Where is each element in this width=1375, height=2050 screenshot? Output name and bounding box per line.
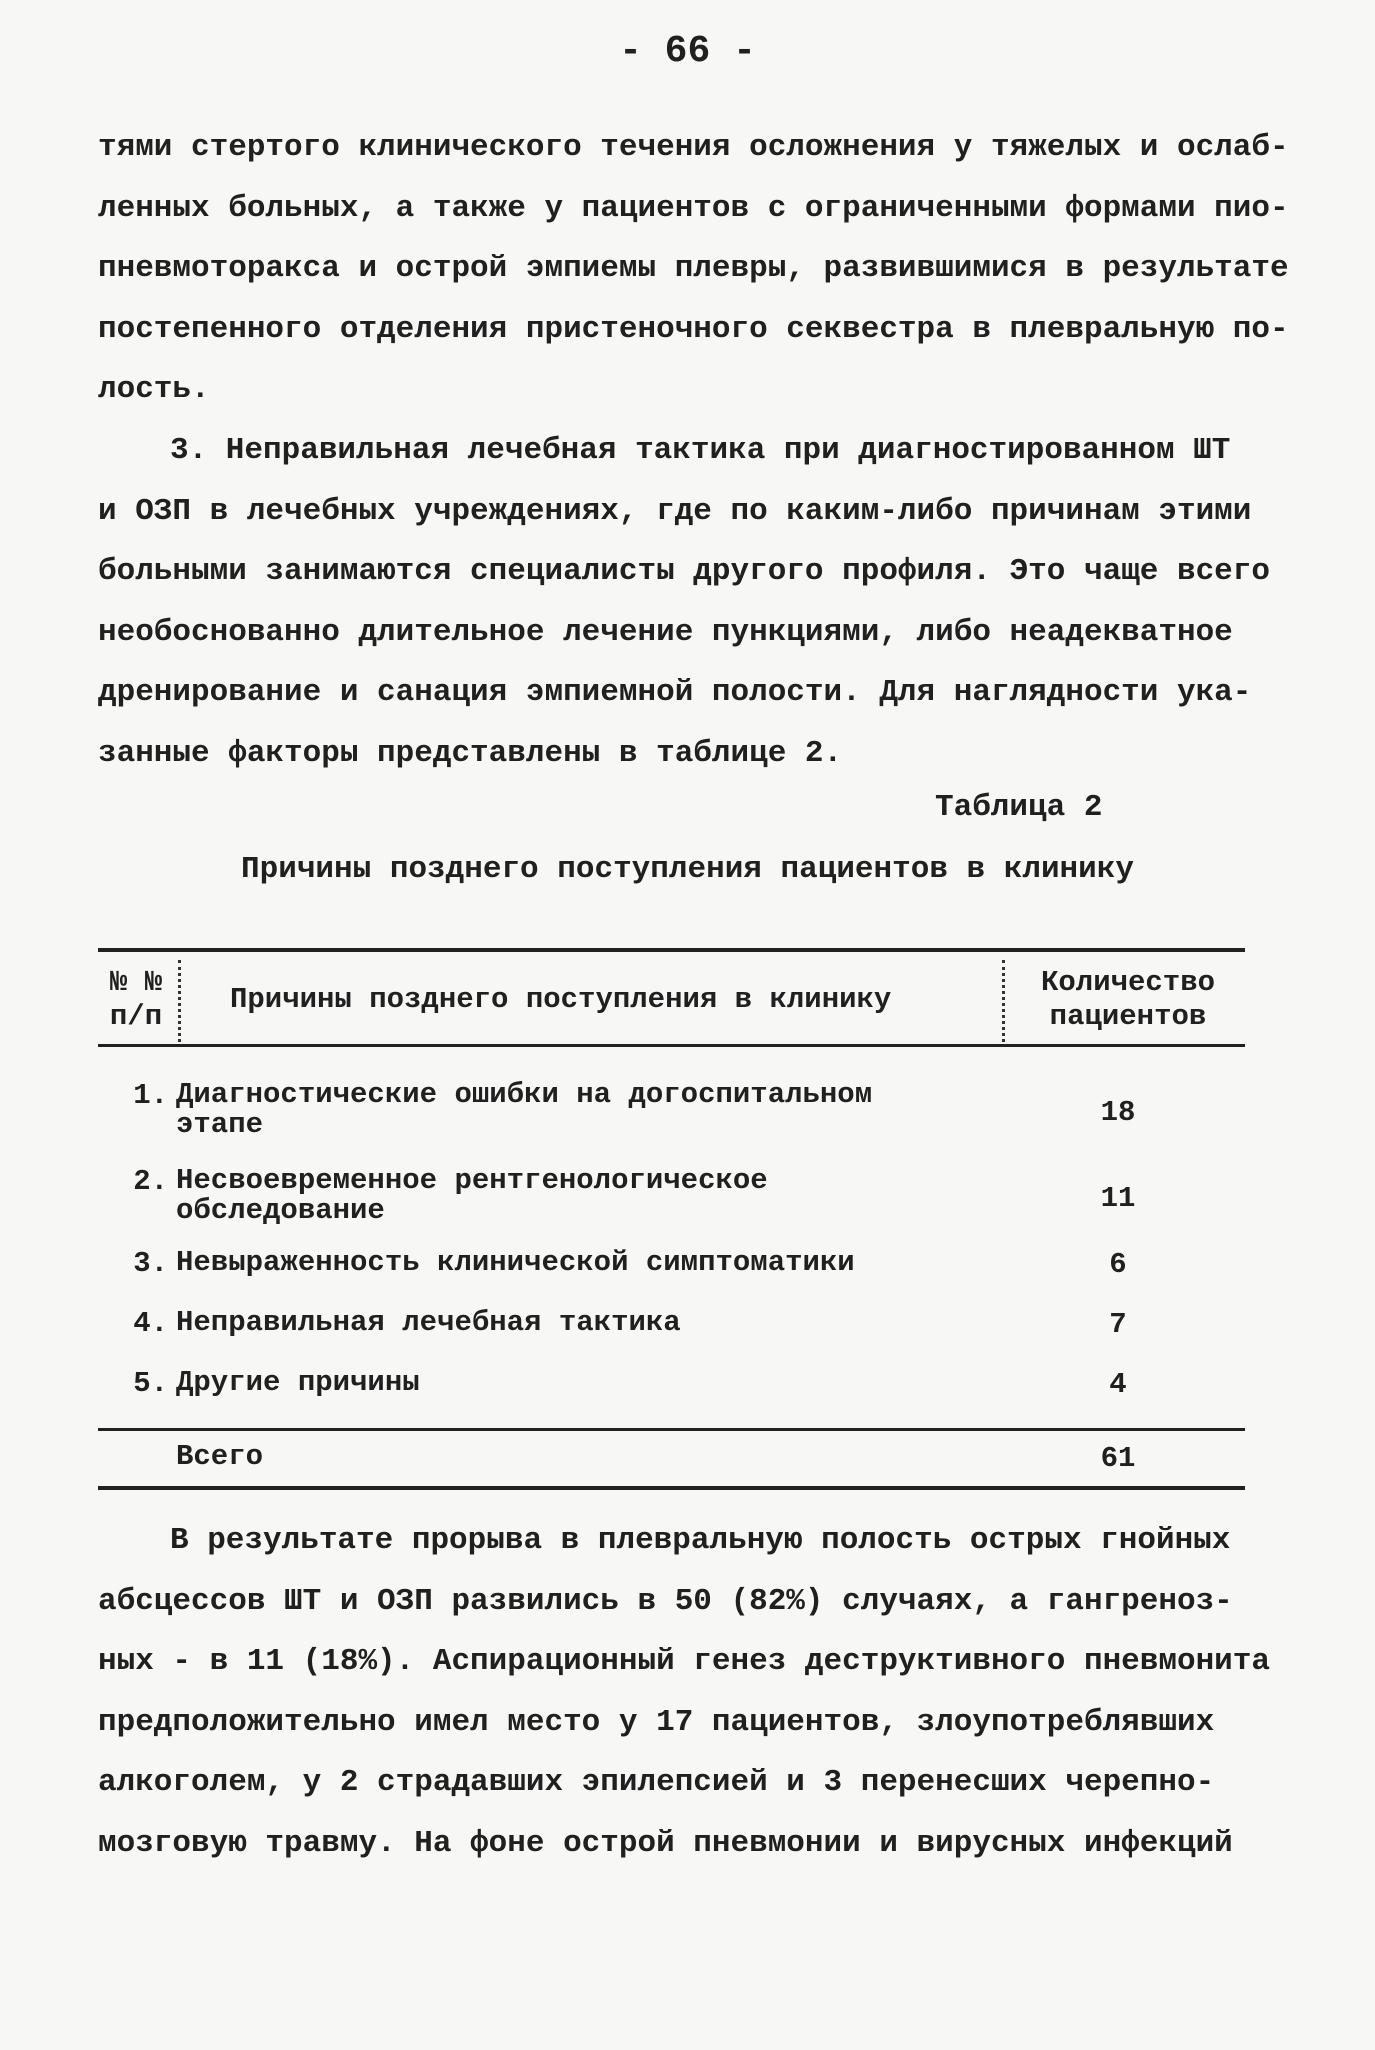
text-line: 3. Неправильная лечебная тактика при диагностированном ШТ: [170, 433, 1231, 468]
row-number: 3.: [133, 1247, 168, 1280]
row-count: 18: [1100, 1096, 1136, 1129]
row-number: 2.: [133, 1165, 168, 1198]
text-line: мозговую травму. На фоне острой пневмонии и вирусных инфекций: [98, 1825, 1233, 1861]
text-line: и ОЗП в лечебных учреждениях, где по каким-либо причинам этими: [98, 493, 1252, 529]
row-reason: [176, 1080, 896, 1140]
row-reason-line2: этапе: [176, 1108, 264, 1141]
table-row: [98, 1248, 1245, 1288]
row-reason: Невыраженность клинической симптоматики: [176, 1246, 855, 1279]
header-count-line1: Количество: [1040, 966, 1216, 999]
text-line: пневмоторакса и острой эмпиемы плевры, развившимися в результате: [98, 251, 1289, 287]
total-label: Всего: [176, 1440, 264, 1473]
row-reason: Другие причины: [176, 1366, 420, 1399]
header-num-line2: п/п: [109, 1000, 163, 1033]
table-bottom-rule: [98, 1486, 1245, 1490]
header-num-line1: № №: [109, 966, 163, 999]
text-line: лость.: [98, 372, 210, 408]
row-count: 7: [1109, 1308, 1127, 1341]
row-count: 6: [1109, 1248, 1127, 1281]
row-count: 4: [1109, 1368, 1127, 1401]
table-title: Причины позднего поступления пациентов в клинику: [241, 852, 1134, 887]
paragraph-3: [98, 1511, 1278, 1875]
row-reason: [176, 1166, 896, 1226]
table-top-rule: [98, 948, 1245, 952]
header-separator: [1002, 960, 1005, 1042]
text-line: ленных больных, а также у пациентов с ограниченными формами пио-: [98, 190, 1289, 226]
paragraph-2: [98, 421, 1278, 785]
header-count: [1028, 966, 1228, 1034]
row-count: 11: [1100, 1182, 1136, 1215]
header-separator: [178, 960, 181, 1042]
row-reason-line1: Диагностические ошибки на догоспитальном: [176, 1078, 873, 1111]
row-number: 4.: [133, 1307, 168, 1340]
text-line: предположительно имел место у 17 пациентов, злоупотреблявших: [98, 1704, 1215, 1740]
table-row: [98, 1080, 1245, 1150]
row-number: 1.: [133, 1079, 168, 1112]
table-total-row: [98, 1442, 1245, 1482]
text-line: постепенного отделения пристеночного секвестра в плевральную по-: [98, 311, 1289, 347]
table-row: [98, 1368, 1245, 1408]
text-line: абсцессов ШТ и ОЗП развились в 50 (82%) случаях, а гангреноз-: [98, 1583, 1233, 1619]
paragraph-1: [98, 118, 1289, 421]
header-reason: Причины позднего поступления в клинику: [230, 983, 892, 1016]
total-value: 61: [1100, 1442, 1136, 1475]
row-reason-line2: обследование: [176, 1194, 385, 1227]
text-line: В результате прорыва в плевральную полость острых гнойных: [170, 1523, 1231, 1558]
text-line: необоснованно длительное лечение пункциями, либо неадекватное: [98, 614, 1233, 650]
text-line: алкоголем, у 2 страдавших эпилепсией и 3 перенесших черепно-: [98, 1765, 1215, 1801]
table-header-rule: [98, 1044, 1245, 1047]
table-row: [98, 1308, 1245, 1348]
text-line: больными занимаются специалисты другого профиля. Это чаще всего: [98, 554, 1270, 590]
header-count-line2: пациентов: [1049, 1000, 1207, 1033]
text-line: ных - в 11 (18%). Аспирационный генез деструктивного пневмонита: [98, 1644, 1270, 1680]
text-line: дренирование и санация эмпиемной полости. Для наглядности ука-: [98, 675, 1252, 711]
table-total-rule: [98, 1428, 1245, 1431]
table-label: Таблица 2: [935, 790, 1103, 825]
text-line: тями стертого клинического течения осложнения у тяжелых и ослаб-: [98, 130, 1289, 165]
table-row: [98, 1166, 1245, 1236]
row-reason: Неправильная лечебная тактика: [176, 1306, 681, 1339]
row-number: 5.: [133, 1367, 168, 1400]
row-reason-line1: Несвоевременное рентгенологическое: [176, 1164, 768, 1197]
text-line: занные факторы представлены в таблице 2.: [98, 735, 843, 771]
header-num: [100, 966, 172, 1034]
page-number: - 66 -: [619, 30, 756, 73]
